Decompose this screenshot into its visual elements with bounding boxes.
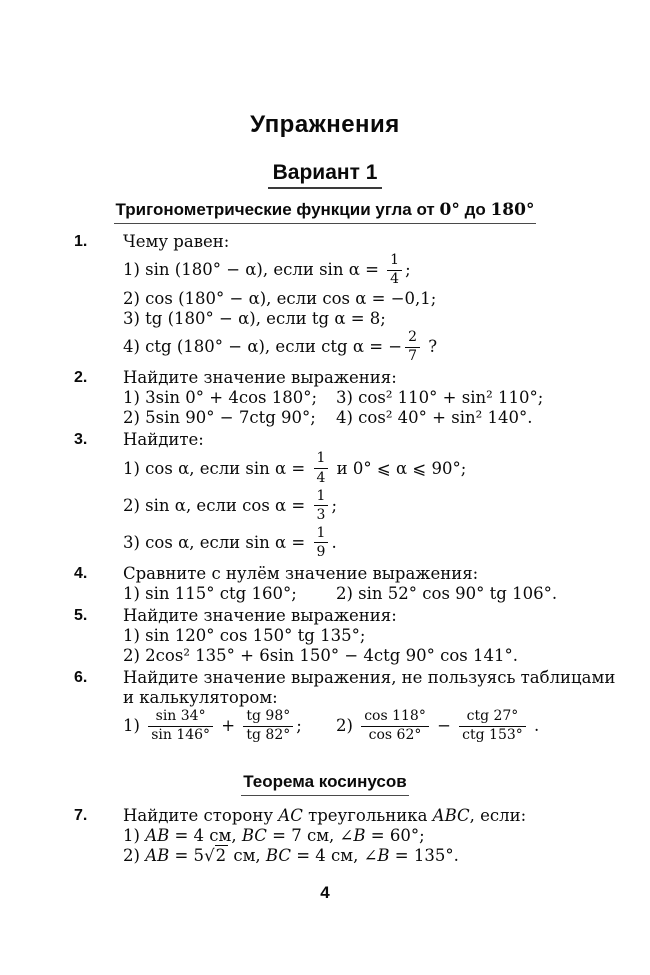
fraction-denominator: 9 xyxy=(316,543,326,560)
problem-item xyxy=(0,430,650,562)
italic-variable: AB xyxy=(145,846,170,866)
problem-line xyxy=(123,329,590,366)
problem-item xyxy=(0,368,650,428)
problem-line-cell: 2) 2cos² 135° + 6sin 150° − 4ctg 90° cos 141°. xyxy=(123,646,518,666)
problem-line-cell: 1) sin 115° ctg 160°; xyxy=(123,584,297,604)
problem-number: 6. xyxy=(74,669,88,687)
italic-variable: AB xyxy=(145,826,170,846)
problem-list-trig xyxy=(0,232,650,745)
math-fraction xyxy=(313,489,330,523)
math-fraction xyxy=(458,709,527,743)
problem-number: 1. xyxy=(74,233,88,250)
page-title: Упражнения xyxy=(250,111,400,138)
fraction-denominator: 3 xyxy=(316,506,326,523)
problem-body xyxy=(123,606,590,666)
italic-variable: B xyxy=(353,826,366,846)
fraction-denominator: 4 xyxy=(316,469,326,486)
problem-line xyxy=(123,688,615,708)
problem-line xyxy=(123,289,590,309)
problem-item xyxy=(0,606,650,666)
math-fraction xyxy=(147,709,214,743)
problem-line-cell: 1) sin (180° − α), если sin α = $\frac{1}{4}$ ; xyxy=(123,252,411,288)
math-fraction xyxy=(313,526,330,560)
problem-number: 4. xyxy=(74,565,88,583)
problem-line-cell: 2) 5sin 90° − 7ctg 90°; xyxy=(123,408,316,428)
variant-heading: Вариант 1 xyxy=(268,161,383,189)
fraction-denominator: sin 146° xyxy=(151,727,211,744)
problem-line-cell: 1) 3sin 0° + 4cos 180°; xyxy=(123,388,318,408)
fraction-denominator: cos 62° xyxy=(368,727,422,744)
problem-line xyxy=(123,708,615,745)
problem-line-cell: Найдите значение выражения: xyxy=(123,606,397,626)
variant-heading-row xyxy=(0,161,650,189)
problem-line-cell: 3) cos α, если sin α = $\frac{1}{9}$ . xyxy=(123,524,337,560)
italic-variable: BC xyxy=(241,826,267,846)
math-fraction xyxy=(386,253,403,287)
problem-item xyxy=(0,564,650,604)
problem-line-cell: 3) cos² 110° + sin² 110°; xyxy=(336,388,544,408)
problem-line-cell: 1) AB = 4 см, BC = 7 см, ∠B = 60°; xyxy=(123,826,425,846)
problem-number: 2. xyxy=(74,369,88,387)
section-heading-cosine: Теорема косинусов xyxy=(241,772,408,796)
problem-line-cell: 1) $\frac{\sin 34^\circ}{\sin 146^\circ}$ + $\frac{tg 98^\circ}{tg 82^\circ}$ ; xyxy=(123,708,302,744)
italic-variable: B xyxy=(377,846,390,866)
problem-body xyxy=(123,232,590,366)
problem-line xyxy=(123,606,590,626)
problem-line-cell: 2) $\frac{\cos 118^\circ}{\cos 62^\circ}$ − $\frac{\text{ctg 27°}}{\text{ctg 153°}}$ . xyxy=(336,708,540,744)
sqrt-radicand: 2 xyxy=(215,846,227,866)
problem-body xyxy=(123,806,590,866)
problem-line-cell: 4) ctg (180° − α), если ctg α = − $\frac{2}{7}$ ? xyxy=(123,329,438,365)
problem-item xyxy=(0,806,650,866)
problem-line xyxy=(123,826,590,846)
problem-line xyxy=(123,368,590,388)
problem-line xyxy=(123,388,590,408)
problem-line-cell: Найдите значение выражения, не пользуясь таблицами xyxy=(123,668,616,688)
fraction-denominator: 4 xyxy=(390,271,400,288)
fraction-numerator: sin 34° xyxy=(148,709,213,727)
problem-number: 3. xyxy=(74,431,88,449)
problem-line xyxy=(123,668,615,688)
problem-line xyxy=(123,846,590,866)
section-heading-trig: Тригонометрические функции угла от 0° до 180° xyxy=(114,200,537,224)
problem-item xyxy=(0,668,650,745)
problem-body xyxy=(123,430,590,562)
problem-line-cell: 4) cos² 40° + sin² 140°. xyxy=(336,408,533,428)
page-number: 4 xyxy=(320,883,330,903)
fraction-numerator: 1 xyxy=(314,489,329,507)
problem-line-cell: и калькулятором: xyxy=(123,688,278,708)
math-fraction xyxy=(313,451,330,485)
problem-body xyxy=(123,564,590,604)
problem-number: 5. xyxy=(74,607,88,625)
problem-line-cell: Найдите значение выражения: xyxy=(123,368,397,388)
problem-line xyxy=(123,309,590,329)
problem-line-cell: 2) cos (180° − α), если cos α = −0,1; xyxy=(123,289,437,309)
problem-line xyxy=(123,430,590,450)
problem-number: 7. xyxy=(74,807,88,825)
fraction-numerator: 1 xyxy=(314,451,329,469)
fraction-numerator: 2 xyxy=(405,330,420,348)
italic-variable: ABC xyxy=(432,806,470,826)
fraction-denominator: ctg 153° xyxy=(462,727,523,744)
italic-variable: BC xyxy=(265,846,291,866)
fraction-numerator: tg 98° xyxy=(243,709,293,727)
problem-line xyxy=(123,488,590,525)
problem-line xyxy=(123,408,590,428)
problem-line-cell: Найдите: xyxy=(123,430,204,450)
problem-line-cell: Найдите сторону AC треугольника ABC, если: xyxy=(123,806,527,826)
section-heading-row-trig xyxy=(0,200,650,224)
serif-number: 0° xyxy=(439,200,460,220)
problem-line xyxy=(123,626,590,646)
problem-line xyxy=(123,646,590,666)
math-fraction xyxy=(360,709,430,743)
fraction-numerator: cos 118° xyxy=(361,709,429,727)
fraction-numerator: 1 xyxy=(314,526,329,544)
problem-line-cell: Чему равен: xyxy=(123,232,230,251)
problem-line-cell: 2) AB = 5√2 см, BC = 4 см, ∠B = 135°. xyxy=(123,846,459,866)
fraction-numerator: ctg 27° xyxy=(459,709,526,727)
problem-line-cell: Сравните с нулём значение выражения: xyxy=(123,564,479,584)
problem-item xyxy=(0,232,650,366)
fraction-denominator: 7 xyxy=(408,348,418,365)
problem-line xyxy=(123,252,590,289)
problem-line xyxy=(123,584,590,604)
problem-line xyxy=(123,525,590,562)
section-heading-row-cosine xyxy=(0,772,650,796)
problem-line xyxy=(123,232,590,252)
problem-line xyxy=(123,450,590,487)
fraction-numerator: 1 xyxy=(387,253,402,271)
problem-line-cell: 2) sin 52° cos 90° tg 106°. xyxy=(336,584,558,604)
problem-line xyxy=(123,564,590,584)
problem-line-cell: 2) sin α, если cos α = $\frac{1}{3}$ ; xyxy=(123,487,337,523)
problem-line-cell: 1) sin 120° cos 150° tg 135°; xyxy=(123,626,366,646)
problem-body xyxy=(123,668,615,745)
serif-number: 180° xyxy=(490,200,535,220)
sqrt-expression: √2 xyxy=(204,846,227,866)
problem-list-cosine xyxy=(0,806,650,866)
fraction-denominator: tg 82° xyxy=(246,727,291,744)
problem-line xyxy=(123,806,590,826)
problem-line-cell: 1) cos α, если sin α = $\frac{1}{4}$ и 0° ⩽ α ⩽ 90°; xyxy=(123,450,467,486)
italic-variable: AC xyxy=(278,806,303,826)
problem-line-cell: 3) tg (180° − α), если tg α = 8; xyxy=(123,309,386,329)
problem-body xyxy=(123,368,590,428)
math-fraction xyxy=(404,330,421,364)
math-fraction xyxy=(242,709,294,743)
